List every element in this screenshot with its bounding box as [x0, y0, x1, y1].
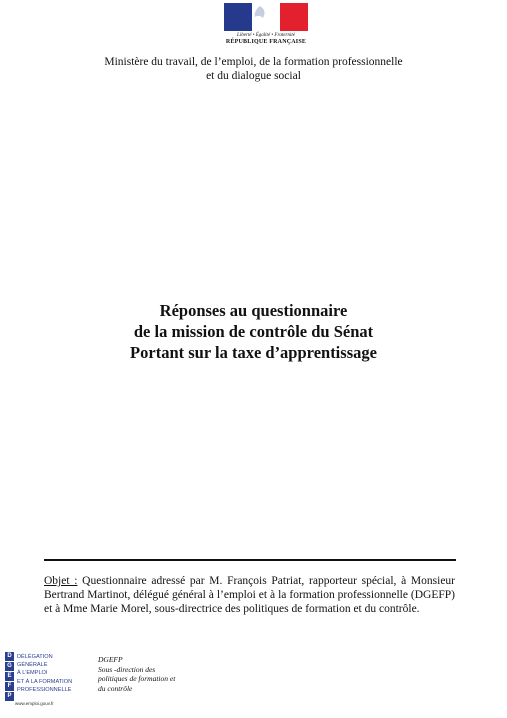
ministry-line: Ministère du travail, de l’emploi, de la formation professionnelle — [104, 56, 403, 68]
dgefp-logo-text — [17, 653, 72, 694]
dgefp-logo-line: PROFESSIONNELLE — [17, 686, 72, 693]
ministry-name — [0, 55, 507, 83]
dgefp-url: www.emploi.gouv.fr — [15, 701, 54, 706]
objet-paragraph — [44, 574, 455, 617]
objet-label: Objet : — [44, 575, 78, 587]
dgefp-department — [98, 655, 175, 693]
republic-motto: Liberté • Égalité • Fraternité — [237, 33, 295, 38]
republic-name: RÉPUBLIQUE FRANÇAISE — [225, 39, 307, 45]
dgefp-letter: F — [5, 682, 14, 691]
dgefp-logo-line: ET À LA FORMATION — [17, 678, 73, 685]
title-line: Réponses au questionnaire — [159, 301, 348, 320]
dgefp-letter-bar — [5, 652, 14, 701]
dgefp-logo — [5, 652, 90, 712]
ministry-line: et du dialogue social — [206, 70, 301, 82]
republique-francaise-logo — [224, 3, 308, 45]
dgefp-logo-line: DÉLÉGATION — [17, 654, 53, 660]
marianne-profile-icon — [246, 3, 280, 31]
dgefp-department-line: DGEFP — [98, 655, 123, 664]
dgefp-department-line: politiques de formation et — [98, 674, 176, 683]
title-line: de la mission de contrôle du Sénat — [133, 322, 374, 341]
document-title — [0, 300, 507, 363]
dgefp-logo-line: GÉNÉRALE — [17, 662, 48, 669]
separator-rule — [44, 559, 456, 561]
dgefp-logo-line: À L’EMPLOI — [17, 670, 48, 677]
dgefp-department-line: du contrôle — [98, 683, 133, 693]
dgefp-letter: P — [5, 692, 14, 701]
marianne-flag-icon — [224, 3, 308, 31]
dgefp-department-line: Sous -direction des — [98, 664, 156, 674]
dgefp-letter: G — [5, 662, 14, 671]
dgefp-letter: D — [5, 652, 14, 661]
dgefp-letter: E — [5, 672, 14, 681]
title-line: Portant sur la taxe d’apprentissage — [130, 343, 377, 362]
objet-text: Questionnaire adressé par M. François Patriat, rapporteur spécial, à Monsieur Bertrand Martinot, délégué général à l’emploi et à la formation professionnelle (DGEFP) et à Mme Marie Morel, sous-directrice des politiques de formation et du contrôle. — [44, 575, 455, 616]
